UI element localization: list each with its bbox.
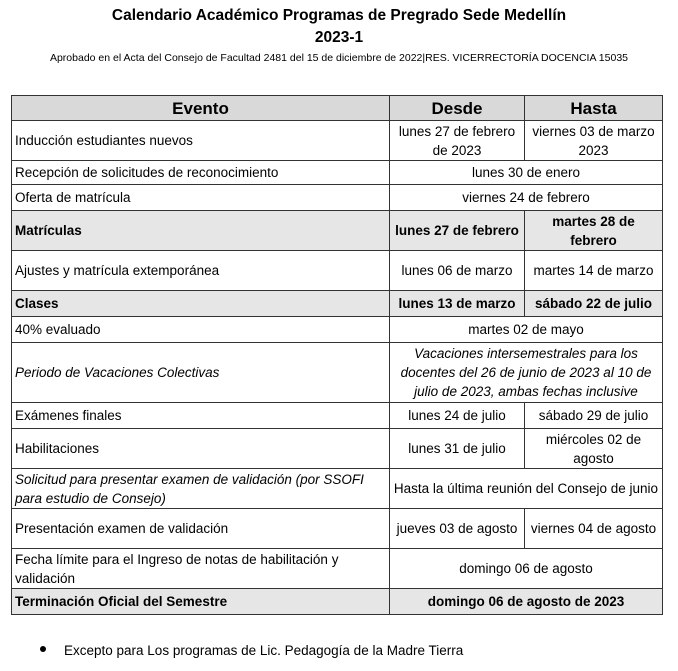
event-cell: Terminación Oficial del Semestre [12,589,390,615]
from-cell: lunes 27 de febrero de 2023 [390,121,525,161]
from-cell: lunes 27 de febrero [390,211,525,251]
date-cell: viernes 24 de febrero [390,185,663,211]
event-cell: Recepción de solicitudes de reconocimiento [12,161,390,185]
date-cell: domingo 06 de agosto de 2023 [390,589,663,615]
event-cell: Presentación examen de validación [12,509,390,549]
table-row [12,317,663,343]
table-row [12,251,663,291]
date-cell: lunes 30 de enero [390,161,663,185]
table-row [12,291,663,317]
table-row [12,185,663,211]
event-cell: Ajustes y matrícula extemporánea [12,251,390,291]
date-cell: domingo 06 de agosto [390,549,663,589]
from-cell: lunes 24 de julio [390,403,525,429]
from-cell: lunes 06 de marzo [390,251,525,291]
footnote-text: Excepto para Los programas de Lic. Pedagogía de la Madre Tierra [64,643,464,658]
table-row [12,589,663,615]
table-row [12,429,663,469]
table-row [12,343,663,403]
to-cell: sábado 29 de julio [525,403,663,429]
event-cell: 40% evaluado [12,317,390,343]
event-cell: Oferta de matrícula [12,185,390,211]
to-cell: viernes 04 de agosto [525,509,663,549]
table-row [12,211,663,251]
approval-note: Aprobado en el Acta del Consejo de Facultad 2481 del 15 de diciembre de 2022|RES. VICERRECTORÍA DOCENCIA 15035 [49,52,629,64]
table-row [12,549,663,589]
event-cell: Solicitud para presentar examen de validación (por SSOFI para estudio de Consejo) [12,469,390,509]
event-cell: Inducción estudiantes nuevos [12,121,390,161]
header-desde: Desde [390,96,525,121]
event-cell: Periodo de Vacaciones Colectivas [12,343,390,403]
to-cell: martes 14 de marzo [525,251,663,291]
to-cell: martes 28 de febrero [525,211,663,251]
table-row [12,469,663,509]
to-cell: sábado 22 de julio [525,291,663,317]
to-cell: miércoles 02 de agosto [525,429,663,469]
date-cell: Vacaciones intersemestrales para los docentes del 26 de junio de 2023 al 10 de julio de 2023, ambas fechas inclusive [390,343,663,403]
table-row [12,161,663,185]
date-cell: martes 02 de mayo [390,317,663,343]
event-cell: Fecha límite para el Ingreso de notas de habilitación y validación [12,549,390,589]
event-cell: Habilitaciones [12,429,390,469]
table-row [12,403,663,429]
document-period: 2023-1 [314,29,364,46]
from-cell: lunes 13 de marzo [390,291,525,317]
event-cell: Exámenes finales [12,403,390,429]
from-cell: jueves 03 de agosto [390,509,525,549]
from-cell: lunes 31 de julio [390,429,525,469]
table-row [12,509,663,549]
to-cell: viernes 03 de marzo 2023 [525,121,663,161]
header-evento: Evento [12,96,390,121]
event-cell: Clases [12,291,390,317]
header-hasta: Hasta [525,96,663,121]
date-cell: Hasta la última reunión del Consejo de junio [390,469,663,509]
calendar-table [11,95,663,615]
table-row [12,121,663,161]
document-title: Calendario Académico Programas de Pregrado Sede Medellín [111,7,567,24]
bullet-icon [40,646,46,652]
event-cell: Matrículas [12,211,390,251]
footnote [40,642,463,660]
table-header-row [12,96,663,121]
